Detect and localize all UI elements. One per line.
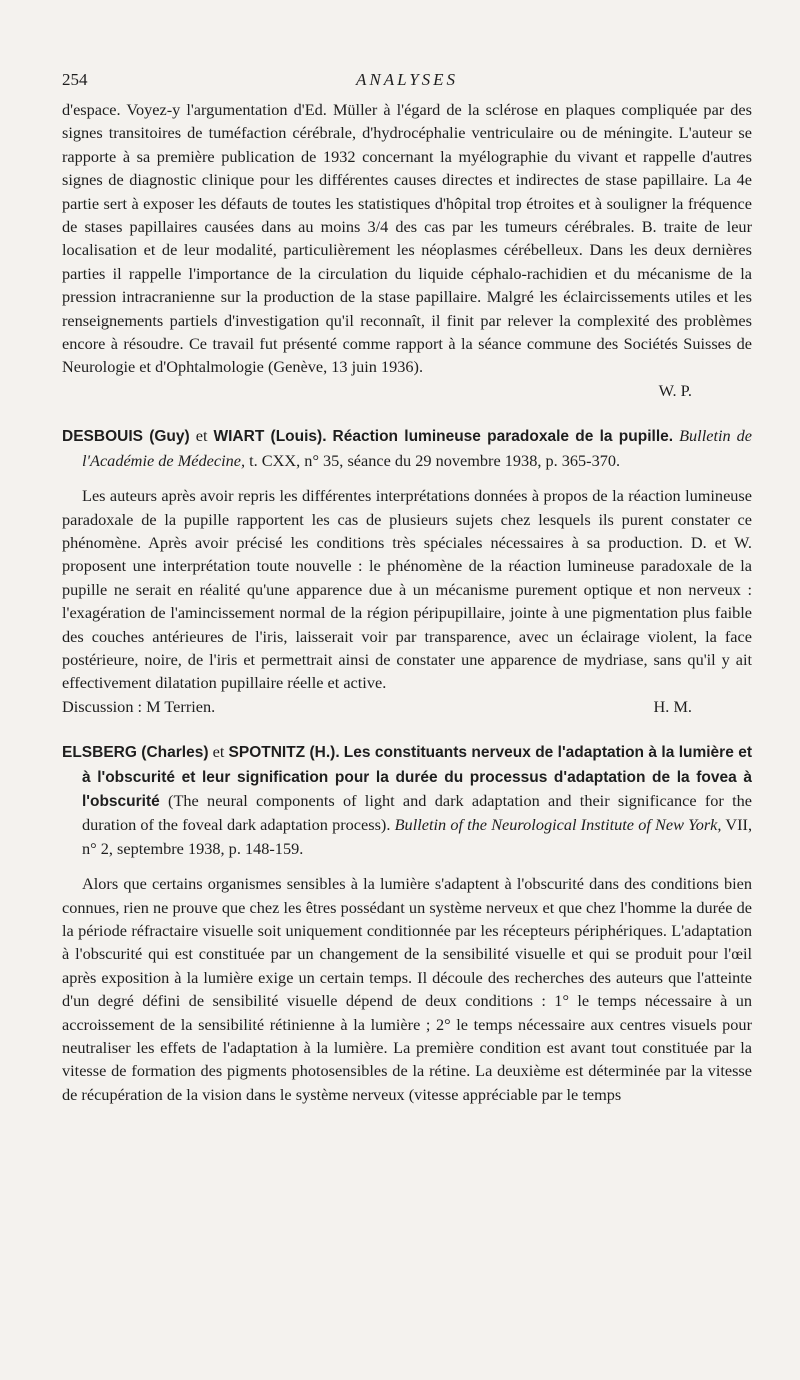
- continuation-paragraph: d'espace. Voyez-y l'argumentation d'Ed. Müller à l'égard de la sclérose en plaques compliquée par des signes transitoires de tuméfaction cérébrale, d'hydrocéphalie ventriculaire ou de méningite. L'auteur se rapporte à sa première publication de 1932 concernant la myélographie du vivant et rappelle d'autres signes de diagnostic clinique pour les différentes causes directes et indirectes de stase papillaire. La 4e partie sert à exposer les défauts de toutes les statistiques d'hôpital trop étroites et à souligner la fréquence de stases papillaires causées dans au moins 3/4 des cas par les tumeurs cérébrales. B. traite de leur localisation et de leur modalité, particulièrement les néoplasmes cérébelleux. Dans les deux dernières parties il rappelle l'importance de la circulation du liquide céphalo-rachidien et du mécanisme de la pression intracranienne sur la production de la stase papillaire. Malgré les éclaircissements utiles et les renseignements partiels d'investigation qu'il reconnaît, il finit par relever la complexité des problèmes encore à résoudre. Ce travail fut présenté comme rapport à la séance commune des Sociétés Suisses de Neurologie et d'Ophtalmologie (Genève, 13 juin 1936).: [62, 100, 752, 377]
- entry-footer: [62, 695, 752, 718]
- entry-heading-elsberg: [62, 740, 752, 860]
- entry-translation: (The neural components of light and dark adaptation and their significance for the duration of the foveal dark adaptation process).: [82, 790, 752, 835]
- entry-heading-desbouis: [62, 424, 752, 472]
- entry-citation: t. CXX, n° 35, séance du 29 novembre 1938, p. 365-370.: [249, 450, 621, 470]
- entry-author: WIART (Louis).: [213, 428, 327, 446]
- entry-abstract: Les auteurs après avoir repris les différentes interprétations données à propos de la réaction lumineuse paradoxale de la pupille rapportent les cas de plusieurs sujets chez lesquels ils purent constater ce phénomène. Après avoir précisé les conditions très spéciales nécessaires à sa production. D. et W. proposent une interprétation toute nouvelle : le phénomène de la réaction lumineuse paradoxale de la pupille ne serait en réalité qu'une apparence due à un mécanisme purement optique et non nerveux : l'exagération de l'amincissement normal de la région péripupillaire, jointe à une pigmentation plus faible des couches antérieures de l'iris, laisserait voir par transparence, avec un éclairage violent, la face postérieure, noire, de l'iris et permettrait ainsi de constater une apparence de mydriase, sans qu'il y ait effectivement dilatation pupillaire réelle et active.: [62, 486, 752, 693]
- entry-abstract: Alors que certains organismes sensibles à la lumière s'adaptent à l'obscurité dans des conditions bien connues, rien ne prouve que chez les êtres possédant un système nerveux et que chez l'homme la durée de la période réfractaire visuelle soit uniquement conditionnée par les récepteurs périphériques. L'adaptation à l'obscurité qui est constituée par un changement de la sensibilité visuelle et qui se produit pour l'œil après exposition à la lumière exige un certain temps. Il découle des recherches des auteurs que l'atteinte d'un degré défini de sensibilité visuelle dépend de deux conditions : 1° le temps nécessaire à un accroissement de la sensibilité rétinienne à la lumière ; 2° le temps nécessaire aux centres visuels pour neutraliser les effets de l'adaptation à la lumière. La première condition est avant tout constituée par la vitesse de formation des pigments photosensibles de la rétine. La deuxième est déterminée par la vitesse de récupération de la vision dans le système nerveux (vitesse appréciable par le temps: [62, 874, 752, 1104]
- running-head: ANALYSES: [355, 70, 459, 89]
- entry-author: ELSBERG (Charles): [62, 744, 209, 762]
- entry-author: SPOTNITZ (H.).: [228, 744, 340, 762]
- entry-journal: Bulletin de l'Académie de Médecine,: [82, 426, 753, 470]
- reviewer-signature: H. M.: [653, 696, 692, 716]
- reviewer-signature: W. P.: [658, 380, 692, 400]
- page-number: 254: [62, 70, 88, 89]
- entry-journal: Bulletin of the Neurological Institute of New York,: [394, 815, 722, 835]
- page-header: [62, 70, 752, 92]
- entry-author: DESBOUIS (Guy): [62, 428, 190, 446]
- entry-conjunction: et: [212, 742, 225, 762]
- entry-title: Réaction lumineuse paradoxale de la pupille.: [332, 428, 674, 446]
- entry-citation: VII, n° 2, septembre 1938, p. 148-159.: [82, 815, 753, 858]
- entry-title: Les constituants nerveux de l'adaptation à la lumière et à l'obscurité et leur signification pour la durée du processus d'adaptation de la fovea à l'obscurité: [82, 744, 752, 810]
- entry-discussion: Discussion : M Terrien.: [62, 696, 216, 716]
- page-body: [62, 98, 752, 1106]
- entry-conjunction: et: [195, 426, 208, 446]
